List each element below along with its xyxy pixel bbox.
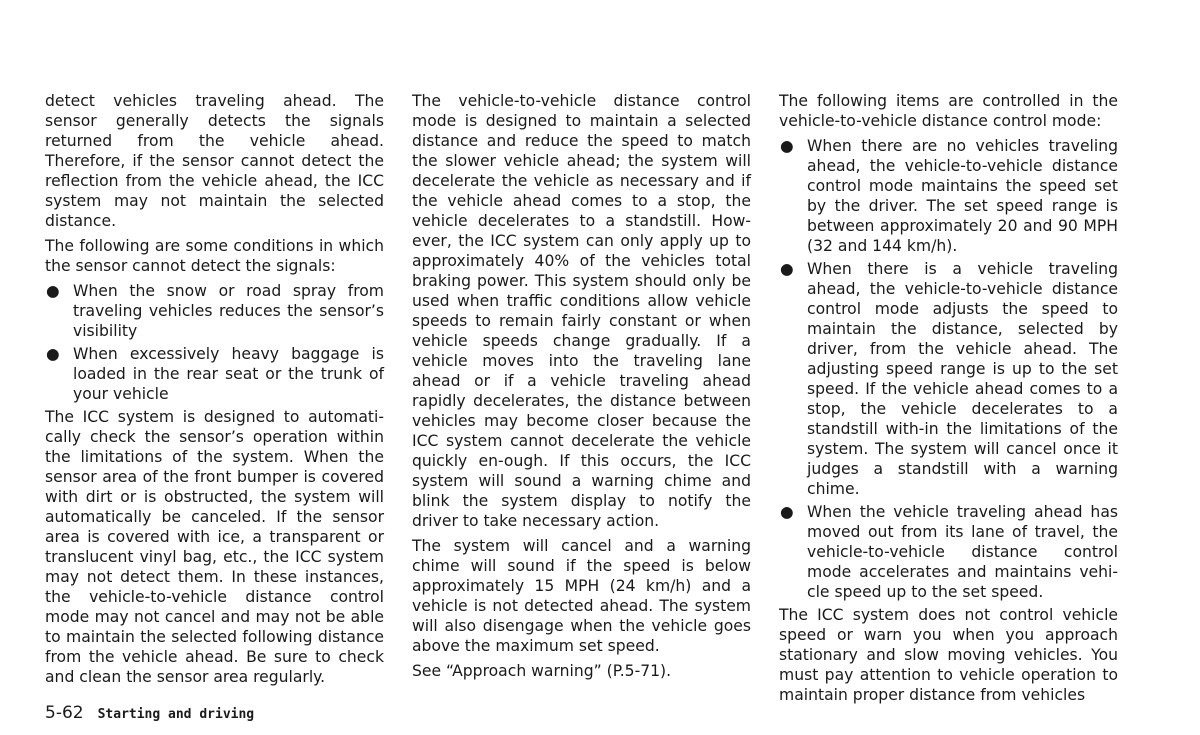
bullet-icon: ● — [46, 282, 60, 300]
bullet-list — [45, 281, 384, 404]
paragraph: detect vehicles traveling ahead. The sensor generally detects the signals returned from the vehicle ahead. Therefore, if the sensor cannot detect the reflection from the vehicle ahead, the ICC system may not maintain the selected distance. — [45, 92, 384, 230]
paragraph: See “Approach warning” (P.5-71). — [412, 662, 672, 680]
list-item — [45, 281, 384, 341]
paragraph: The following are some conditions in which the sensor cannot detect the signals: — [45, 237, 384, 275]
page-number: 5-62 — [45, 703, 84, 723]
paragraph: The system will cancel and a warning chime will sound if the speed is below approximately 15 MPH (24 km/h) and a vehicle is not detected ahead. The system will also disengage when the vehicle goes above the maximum set speed. — [412, 537, 751, 655]
page-footer — [45, 702, 254, 726]
bullet-list — [779, 136, 1118, 602]
list-item — [779, 502, 1118, 602]
list-item-text: When excessively heavy baggage is loaded in the rear seat or the trunk of your vehicle — [73, 345, 384, 403]
list-item — [45, 344, 384, 404]
list-item-text: When there are no vehicles traveling ahead, the vehicle-to-vehicle distance control mode maintains the speed set by the driver. The set speed range is between approximately 20 and 90 MPH (32 and 144 km/h). — [807, 137, 1118, 255]
paragraph: The ICC system is designed to automati-cally check the sensor’s operation within the limitations of the system. When the sensor area of the front bumper is covered with dirt or is obstructed, the system will automatically be canceled. If the sensor area is covered with ice, a transparent or translucent vinyl bag, etc., the ICC system may not detect them. In these instances, the vehicle-to-vehicle distance control mode may not cancel and may not be able to maintain the selected following distance from the vehicle ahead. Be sure to check and clean the sensor area regularly. — [45, 408, 384, 686]
paragraph: The ICC system does not control vehicle speed or warn you when you approach stationary and slow moving vehicles. You must pay attention to vehicle operation to maintain proper distance from vehicles — [779, 606, 1118, 704]
bullet-icon: ● — [780, 260, 794, 278]
list-item — [779, 136, 1118, 256]
bullet-icon: ● — [780, 137, 794, 155]
text-column-3 — [779, 91, 1118, 705]
text-column-1 — [45, 91, 384, 687]
list-item-text: When the vehicle traveling ahead has moved out from its lane of travel, the vehicle-to-vehicle distance control mode accelerates and maintains vehi-cle speed up to the set speed. — [807, 503, 1118, 601]
section-title: Starting and driving — [97, 707, 255, 722]
bullet-icon: ● — [46, 345, 60, 363]
bullet-icon: ● — [780, 503, 794, 521]
paragraph: The vehicle-to-vehicle distance control mode is designed to maintain a selected distance and reduce the speed to match the slower vehicle ahead; the system will decelerate the vehicle as necessary and if the vehicle ahead comes to a stop, the vehicle decelerates to a standstill. How-ever, the ICC system can only apply up to approximately 40% of the vehicles total braking power. This system should only be used when traffic conditions allow vehicle speeds to remain fairly constant or when vehicle speeds change gradually. If a vehicle moves into the traveling lane ahead or if a vehicle traveling ahead rapidly decelerates, the distance between vehicles may become closer because the ICC system cannot decelerate the vehicle quickly en-ough. If this occurs, the ICC system will sound a warning chime and blink the system display to notify the driver to take necessary action. — [412, 92, 751, 530]
text-column-2 — [412, 91, 751, 681]
paragraph: The following items are controlled in the vehicle-to-vehicle distance control mode: — [779, 92, 1118, 130]
list-item-text: When the snow or road spray from traveling vehicles reduces the sensor’s visibility — [73, 282, 384, 340]
list-item — [779, 259, 1118, 499]
list-item-text: When there is a vehicle traveling ahead, the vehicle-to-vehicle distance control mode adjusts the speed to maintain the distance, selected by driver, from the vehicle ahead. The adjusting speed range is up to the set speed. If the vehicle ahead comes to a stop, the vehicle decelerates to a standstill with-in the limitations of the system. The system will cancel once it judges a standstill with a warning chime. — [807, 260, 1118, 498]
